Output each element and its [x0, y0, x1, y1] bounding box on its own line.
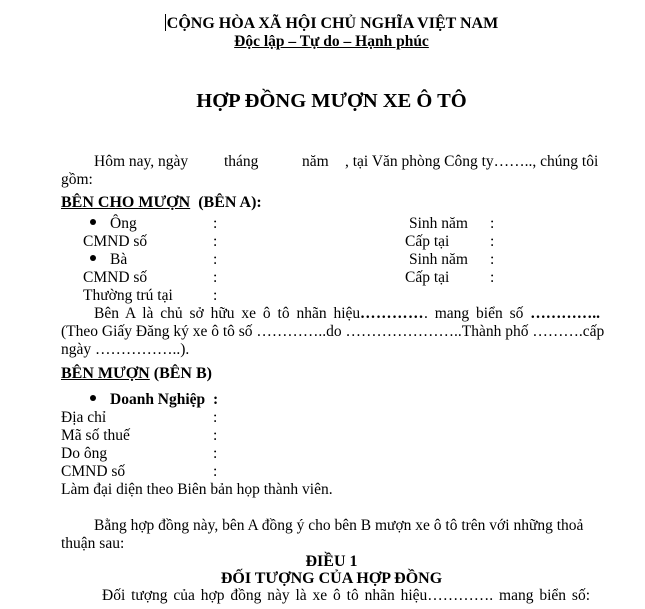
address-label: Địa chỉ — [61, 409, 107, 426]
article-title: ĐỐI TƯỢNG CỦA HỢP ĐỒNG — [220, 570, 443, 587]
intro-continuation: gồm: — [61, 171, 93, 188]
party-b-heading: BÊN MƯỢN (BÊN B) — [61, 365, 212, 382]
article-number: ĐIỀU 1 — [305, 553, 358, 570]
birth-year-label: Sinh năm — [409, 215, 468, 232]
party-a-row-ba: Bà — [90, 251, 127, 269]
colon: : — [213, 233, 218, 250]
text-cursor — [165, 14, 166, 31]
colon: : — [213, 251, 218, 268]
colon: : — [213, 445, 218, 462]
colon: : — [213, 427, 218, 444]
company-label: Doanh Nghiệp — [90, 391, 205, 409]
bullet-icon — [90, 219, 96, 225]
representative-note: Làm đại diện theo Biên bản họp thành viên. — [61, 481, 333, 498]
intro-office-text: , tại Văn phòng Công ty…….., chúng tôi — [345, 153, 599, 170]
intro-year-text: năm — [302, 153, 329, 170]
document-title: HỢP ĐỒNG MƯỢN XE Ô TÔ — [196, 90, 467, 112]
id-number-label: CMND số — [83, 233, 148, 250]
issued-at-label: Cấp tại — [405, 269, 450, 286]
colon: : — [213, 269, 218, 286]
tax-code-label: Mã số thuế — [61, 427, 130, 444]
birth-year-label: Sinh năm — [409, 251, 468, 268]
id-number-label: CMND số — [83, 269, 148, 286]
registration-date-text: ngày ……………..). — [61, 341, 190, 358]
agreement-text: Bằng hợp đồng này, bên A đồng ý cho bên B mượn xe ô tô trên với những thoả — [94, 517, 584, 534]
colon: : — [490, 233, 495, 250]
national-motto: CỘNG HÒA XÃ HỘI CHỦ NGHĨA VIỆT NAM — [166, 15, 499, 32]
colon: : — [213, 463, 218, 480]
bullet-icon — [90, 255, 96, 261]
ownership-text-a: Bên A là chủ sở hữu xe ô tô nhãn hiệu — [94, 305, 361, 322]
colon: : — [213, 391, 219, 408]
issued-at-label: Cấp tại — [405, 233, 450, 250]
intro-date-text: Hôm nay, ngày — [94, 153, 189, 170]
colon: : — [490, 215, 495, 232]
registration-text: (Theo Giấy Đăng ký xe ô tô số …………..do …………………..Thành phố ……….cấp — [61, 323, 605, 340]
colon: : — [490, 251, 495, 268]
id-number-label: CMND số — [61, 463, 126, 480]
article-1-text: Đối tượng của hợp đồng này là xe ô tô nhãn hiệu…………. mang biển số: — [102, 587, 591, 604]
colon: : — [213, 409, 218, 426]
intro-month-text: tháng — [224, 153, 259, 170]
colon: : — [213, 215, 218, 232]
colon: : — [490, 269, 495, 286]
bullet-icon — [90, 395, 96, 401]
party-a-heading: BÊN CHO MƯỢN (BÊN A): — [61, 194, 262, 211]
represented-by-label: Do ông — [61, 445, 108, 462]
agreement-continuation: thuận sau: — [61, 535, 125, 552]
residence-label: Thường trú tại — [83, 287, 173, 304]
ownership-text-b: …………. mang biển số ………….. — [360, 305, 601, 322]
party-a-row-ong: Ông — [90, 215, 137, 233]
national-subtitle: Độc lập – Tự do – Hạnh phúc — [234, 33, 429, 50]
colon: : — [213, 287, 218, 304]
